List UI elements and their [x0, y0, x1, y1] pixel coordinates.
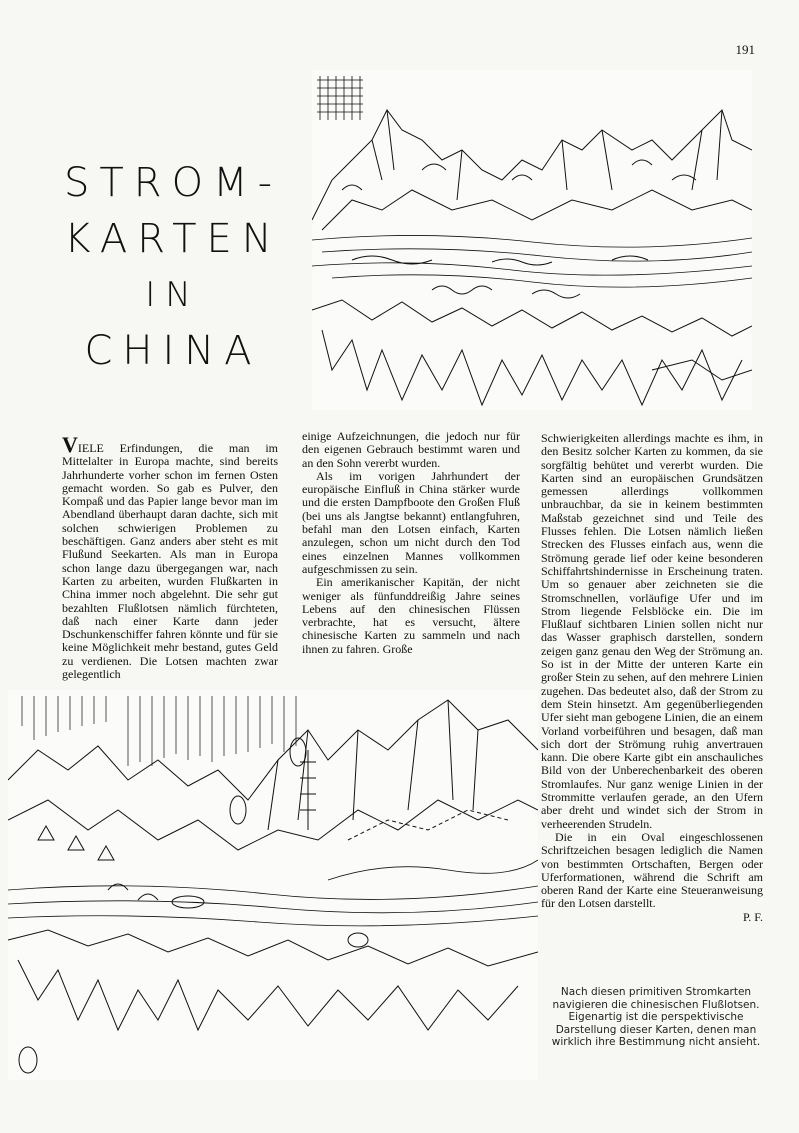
title-line-2: KARTEN — [64, 216, 282, 262]
title-line-1: STROM- — [63, 160, 283, 206]
author-signature: P. F. — [742, 909, 763, 924]
column-2-paragraph-1: einige Aufzeichnungen, die jedoch nur für den eigenen Gebrauch bestimmt waren und an den Sohn vererbt wurden. — [302, 429, 520, 470]
drop-cap: V — [62, 432, 78, 457]
column-1-paragraph-1: IELE Erfindungen, die man im Mittelalter in Europa machte, sind bereits Jahrhunderte vorher schon im fernen Osten gemacht worden. So gab es Pulver, den Kompaß und das Papier lange bevor man im Abendland überhaupt daran dachte, sich mit solchen schwierigen Problemen zu beschäftigen. Ganz anders aber steht es mit Flußund Seekarten. Als man in Europa schon lange dazu übergegangen war, nach Karten zu arbeiten, wurden Flußkarten in China immer noch abgelehnt. Die sehr gut bezahlten Flußlotsen nämlich fürchteten, daß nach einer Karte dann jeder Dschunkenschiffer fahren könnte und für sie keine Möglichkeit mehr bestand, gutes Geld zu verdienen. Die Lotsen machten zwar gelegentlich — [62, 441, 278, 682]
top-river-map-illustration — [312, 70, 752, 410]
title-line-4: CHINA — [84, 328, 262, 374]
bottom-river-map-illustration — [8, 690, 538, 1080]
column-2-paragraph-2: Als im vorigen Jahrhundert der europäische Einfluß in China stärker wurde und die ersten Dampfboote den Großen Fluß (bei uns als Jangtse bekannt) entlangfuhren, befahl man den Lotsen einfach, Karten anzulegen, schon um nicht durch den Tod eines einzelnen Mannes vollkommen aufgeschmissen zu sein. — [302, 468, 520, 576]
article-column-2 — [302, 430, 520, 656]
column-3-paragraph-2: Die in ein Oval eingeschlossenen Schriftzeichen besagen lediglich die Namen von bestimmten Ortschaften, Bergen oder Uferformationen, während die Schrift am oberen Rand der Karte eine Steueranweisung für den Lotsen darstellt. — [541, 829, 763, 911]
column-2-paragraph-3: Ein amerikanischer Kapitän, der nicht weniger als fünfunddreißig Jahre seines Lebens auf den chinesischen Flüssen verbrachte, hat es versucht, ältere chinesische Karten zu sammeln und nach ihnen zu fahren. Große — [302, 575, 520, 656]
page-title — [58, 158, 288, 382]
figure-caption: Nach diesen primitiven Stromkarten navigieren die chinesischen Flußlotsen. Eigenartig ist die perspektivische Darstellung dieser Karten, denen man wirklich ihre Bestimmung nicht ansieht. — [551, 986, 761, 1049]
title-line-3: IN — [145, 275, 201, 315]
column-3-paragraph-1: Schwierigkeiten allerdings machte es ihm, in den Besitz solcher Karten zu kommen, da sie sorgfältig behütet und vererbt wurden. Die Karten sind an europäischen Grundsätzen gemessen allerdings vollkommen unbrauchbar, da sie in keinem bestimmten Maßstab gezeichnet sind und Teile des Flusses fehlen. Die Lotsen nämlich ließen Strecken des Flusses einfach aus, wenn die Strömung gerade lief oder keine besonderen Schiffahrtshindernisse in Erscheinung traten. Um so genauer aber zeichneten sie die Stromschnellen, vorläufige Ufer und im Strom liegende Felsblöcke ein. Die im Flußlauf sichtbaren Linien sollen nicht nur das Wasser graphisch darstellen, sondern zeigen ganz genau den Weg der Strömung an. So ist in der Mitte der unteren Karte ein großer Stein zu sehen, auf den mehrere Linien zugehen. Das bedeutet also, daß der Strom zu dem Stein hinsetzt. Am gegenüberliegenden Ufer sieht man gebogene Linien, die an einem Vorland vorbeiführen und besagen, daß man sich dort der Strömung ruhig anvertrauen kann. Die obere Karte gibt ein anschauliches Bild von der Unberechenbarkeit des oberen Stromlaufes. Nur ganz wenige Linien in der Strommitte verlaufen gerade, an den Ufern aber dreht und windet sich der Strom in verheerenden Strudeln. — [541, 431, 763, 831]
article-column-1 — [62, 432, 278, 682]
article-column-3 — [541, 432, 763, 924]
page-number: 191 — [735, 42, 755, 57]
